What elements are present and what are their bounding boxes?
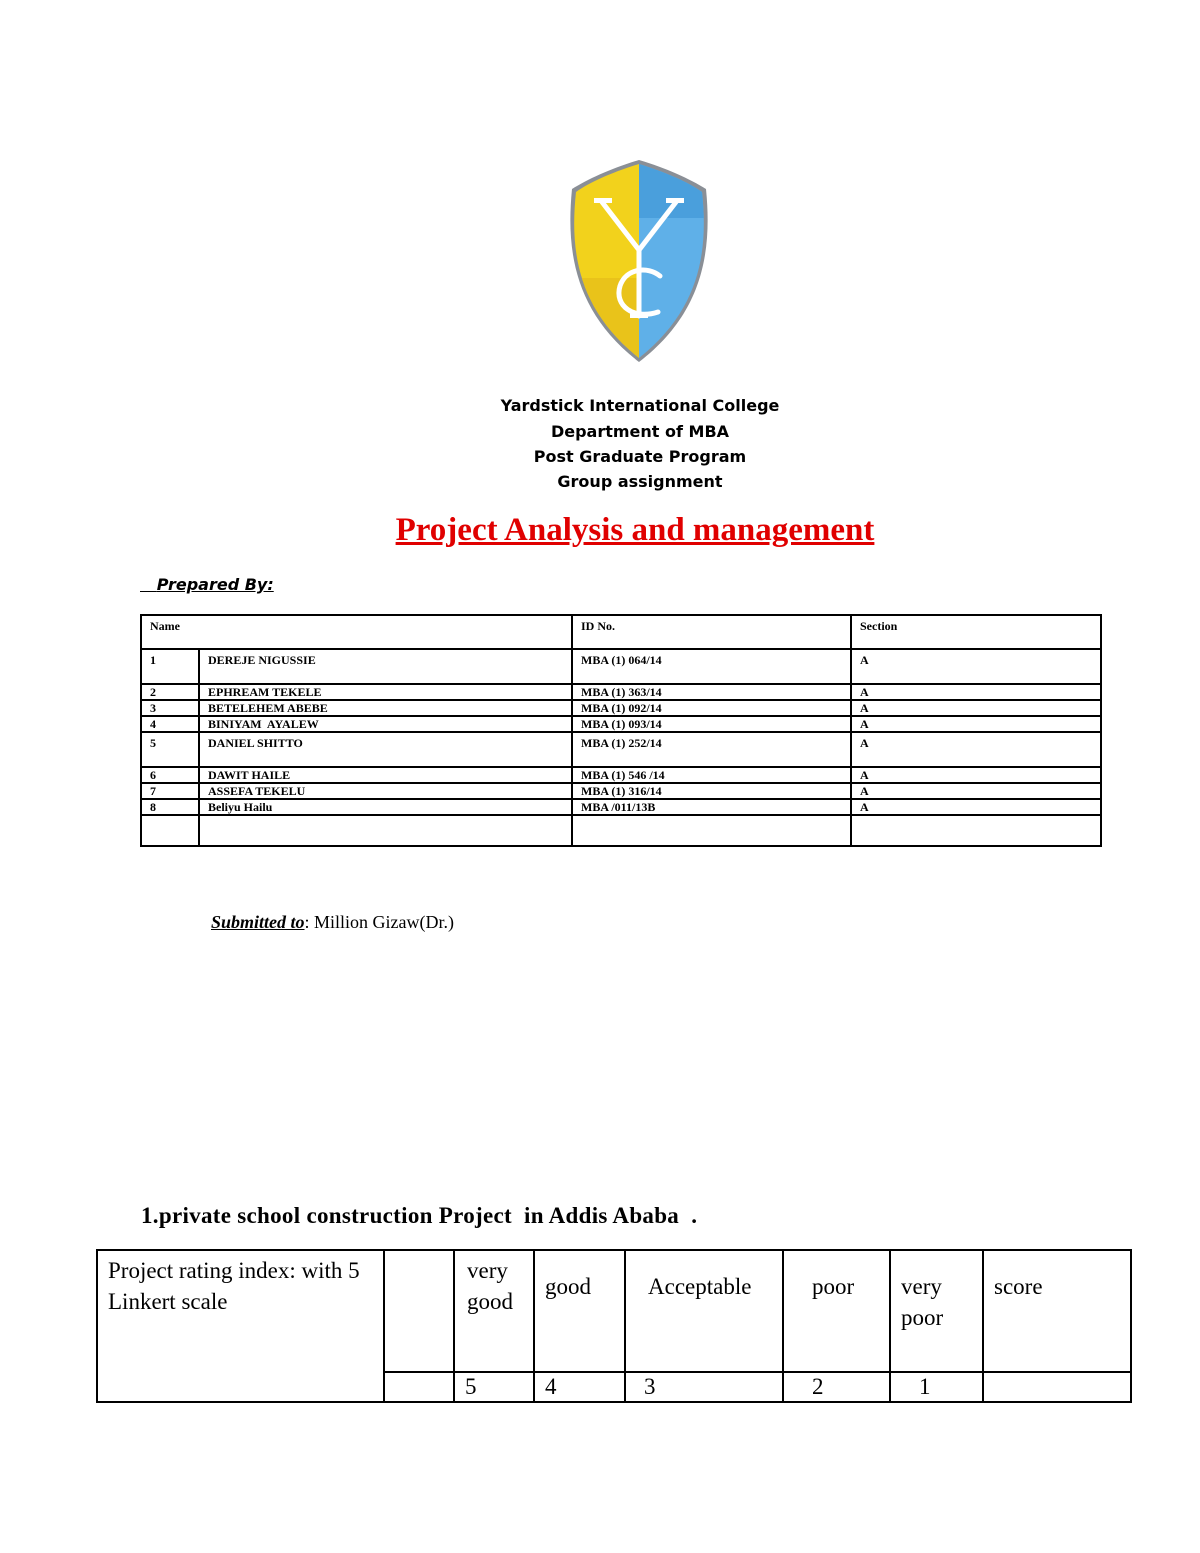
member-name: EPHREAM TEKELE xyxy=(199,684,572,700)
header-section: Section xyxy=(851,615,1101,649)
empty-cell xyxy=(572,815,851,846)
document-title: Project Analysis and management xyxy=(395,512,875,548)
value-poor: 2 xyxy=(783,1372,890,1402)
member-section: A xyxy=(851,700,1101,716)
row-number: 8 xyxy=(141,799,199,815)
scale-very-good: very good xyxy=(454,1250,534,1372)
member-id: MBA (1) 363/14 xyxy=(572,684,851,700)
member-section: A xyxy=(851,732,1101,767)
table-row-empty xyxy=(141,815,1101,846)
member-section: A xyxy=(851,716,1101,732)
member-id: MBA (1) 316/14 xyxy=(572,783,851,799)
member-section: A xyxy=(851,649,1101,684)
member-id: MBA (1) 093/14 xyxy=(572,716,851,732)
row-number: 6 xyxy=(141,767,199,783)
member-name: BINIYAM AYALEW xyxy=(199,716,572,732)
table-row xyxy=(141,767,1101,783)
member-id: MBA (1) 546 /14 xyxy=(572,767,851,783)
table-row xyxy=(141,799,1101,815)
member-name: DAWIT HAILE xyxy=(199,767,572,783)
members-header-row xyxy=(141,615,1101,649)
member-id: MBA (1) 252/14 xyxy=(572,732,851,767)
rating-table xyxy=(96,1249,1132,1403)
scale-acceptable: Acceptable xyxy=(625,1250,783,1372)
row-number: 4 xyxy=(141,716,199,732)
member-id: MBA (1) 092/14 xyxy=(572,700,851,716)
empty-cell xyxy=(199,815,572,846)
assignment-type: Group assignment xyxy=(557,472,723,491)
department-name: Department of MBA xyxy=(550,422,730,441)
row-number: 5 xyxy=(141,732,199,767)
member-section: A xyxy=(851,767,1101,783)
member-section: A xyxy=(851,799,1101,815)
scale-poor: poor xyxy=(783,1250,890,1372)
submitted-to-value: : Million Gizaw(Dr.) xyxy=(304,912,454,932)
scale-score: score xyxy=(983,1250,1131,1372)
submitted-to-label: Submitted to xyxy=(211,912,305,932)
table-row xyxy=(141,700,1101,716)
empty-cell xyxy=(384,1372,454,1402)
rating-index-label: Project rating index: with 5 Linkert scale xyxy=(97,1250,384,1402)
member-id: MBA /011/13B xyxy=(572,799,851,815)
section-heading: 1.private school construction Project in Addis Ababa . xyxy=(141,1203,698,1228)
member-name: DANIEL SHITTO xyxy=(199,732,572,767)
member-name: Beliyu Hailu xyxy=(199,799,572,815)
value-very-good: 5 xyxy=(454,1372,534,1402)
member-id: MBA (1) 064/14 xyxy=(572,649,851,684)
member-name: BETELEHEM ABEBE xyxy=(199,700,572,716)
submitted-to xyxy=(211,912,454,933)
table-row xyxy=(141,649,1101,684)
member-section: A xyxy=(851,783,1101,799)
scale-very-poor: very poor xyxy=(890,1250,983,1372)
college-logo xyxy=(568,158,710,364)
row-number: 1 xyxy=(141,649,199,684)
rating-header-row xyxy=(97,1250,1131,1372)
table-row xyxy=(141,716,1101,732)
header-name: Name xyxy=(141,615,572,649)
value-acceptable: 3 xyxy=(625,1372,783,1402)
college-name: Yardstick International College xyxy=(500,396,780,415)
member-name: ASSEFA TEKELU xyxy=(199,783,572,799)
value-score xyxy=(983,1372,1131,1402)
prepared-by-label: Prepared By: xyxy=(156,575,274,594)
table-row xyxy=(141,783,1101,799)
member-name: DEREJE NIGUSSIE xyxy=(199,649,572,684)
row-number: 7 xyxy=(141,783,199,799)
table-row xyxy=(141,732,1101,767)
empty-cell xyxy=(141,815,199,846)
row-number: 2 xyxy=(141,684,199,700)
empty-cell xyxy=(384,1250,454,1372)
empty-cell xyxy=(851,815,1101,846)
members-table xyxy=(140,614,1102,847)
value-good: 4 xyxy=(534,1372,625,1402)
value-very-poor: 1 xyxy=(890,1372,983,1402)
table-row xyxy=(141,684,1101,700)
header-id: ID No. xyxy=(572,615,851,649)
member-section: A xyxy=(851,684,1101,700)
program-name: Post Graduate Program xyxy=(533,447,747,466)
row-number: 3 xyxy=(141,700,199,716)
scale-good: good xyxy=(534,1250,625,1372)
